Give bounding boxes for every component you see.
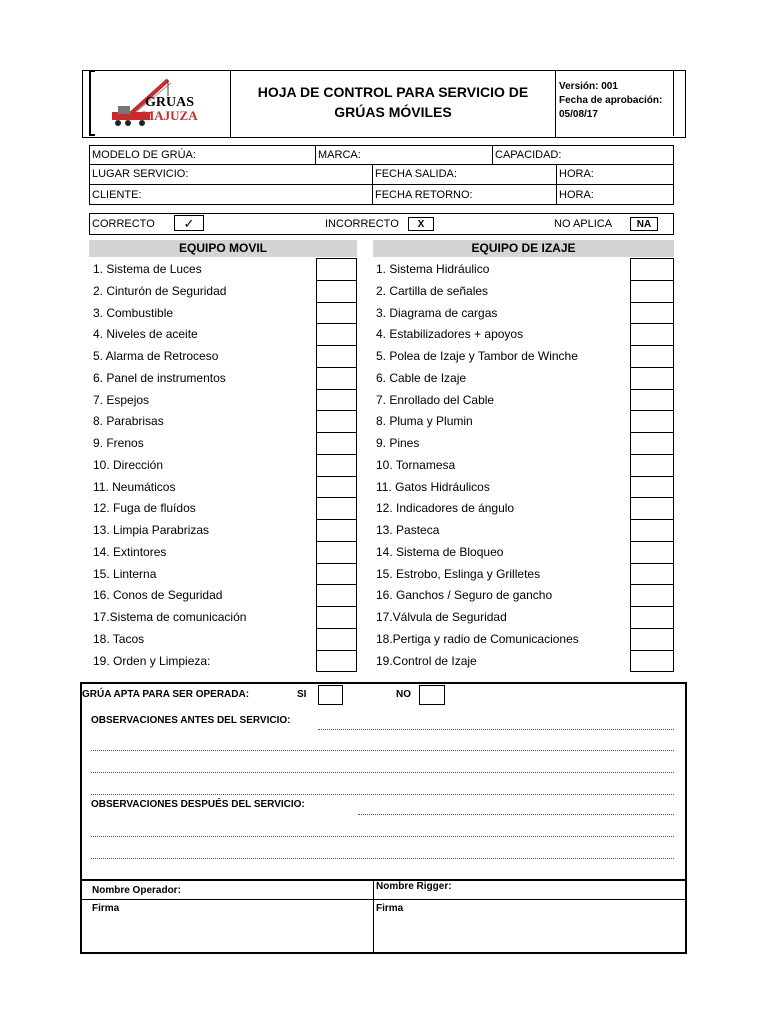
equipo-izaje-item-label: 19.Control de Izaje [376, 653, 477, 668]
equipo-izaje-item-checkbox[interactable] [630, 345, 674, 368]
equipo-izaje-item-label: 15. Estrobo, Eslinga y Grilletes [376, 566, 541, 581]
obs-antes-line-3[interactable] [91, 772, 674, 773]
obs-despues-line-1[interactable] [358, 814, 674, 815]
observaciones-antes-label: OBSERVACIONES ANTES DEL SERVICIO: [91, 715, 291, 726]
equipo-movil-item-label: 17.Sistema de comunicación [93, 610, 247, 624]
equipo-izaje-header: EQUIPO DE IZAJE [373, 240, 674, 257]
equipo-movil-item-checkbox[interactable] [316, 541, 357, 564]
legend-no-aplica-label: NO APLICA [554, 218, 613, 230]
equipo-movil-item-label: 7. Espejos [93, 392, 150, 407]
equipo-izaje-item-label: 18.Pertiga y radio de Comunicaciones [376, 631, 579, 646]
nombre-operador-field[interactable]: Nombre Operador: [92, 885, 181, 896]
hora-retorno-field[interactable]: HORA: [559, 189, 594, 201]
signature-mid-line [80, 899, 687, 900]
approval-date: 05/08/17 [559, 109, 598, 120]
apta-no-label: NO [396, 689, 411, 700]
header-divider-2 [555, 70, 556, 138]
equipo-izaje-item-label: 7. Enrollado del Cable [376, 392, 495, 407]
equipo-movil-item-checkbox[interactable] [316, 476, 357, 499]
equipo-movil-item-checkbox[interactable] [316, 454, 357, 477]
header-right-bracket [673, 70, 674, 136]
equipo-izaje-item-checkbox[interactable] [630, 519, 674, 542]
apta-label: GRÚA APTA PARA SER OPERADA: [82, 689, 250, 700]
equipo-izaje-item-checkbox[interactable] [630, 323, 674, 346]
equipo-movil-item-checkbox[interactable] [316, 606, 357, 629]
title-line-1: HOJA DE CONTROL PARA SERVICIO DE [257, 84, 529, 100]
apta-si-checkbox[interactable] [318, 685, 343, 705]
equipo-movil-item-checkbox[interactable] [316, 323, 357, 346]
equipo-movil-item-label: 18. Tacos [93, 631, 145, 646]
company-logo [100, 72, 220, 134]
version-label: Versión: 001 [559, 81, 618, 92]
equipo-movil-item-label: 4. Niveles de aceite [93, 327, 198, 342]
equipo-movil-item-label: 6. Panel de instrumentos [93, 370, 226, 385]
equipo-movil-item-label: 13. Limpia Parabrizas [93, 523, 210, 537]
equipo-izaje-item-label: 5. Polea de Izaje y Tambor de Winche [376, 349, 578, 363]
document-title [231, 82, 555, 122]
approval-label: Fecha de aprobación: [559, 95, 663, 106]
equipo-movil-item-checkbox[interactable] [316, 389, 357, 412]
logo-text-majuza: MAJUZA [142, 108, 198, 123]
equipo-movil-item-checkbox[interactable] [316, 650, 357, 673]
equipo-izaje-item-checkbox[interactable] [630, 302, 674, 325]
equipo-movil-item-label: 3. Combustible [93, 305, 174, 320]
info-col-c [372, 164, 373, 205]
equipo-movil-item-checkbox[interactable] [316, 345, 357, 368]
equipo-izaje-item-checkbox[interactable] [630, 367, 674, 390]
cliente-field[interactable]: CLIENTE: [92, 189, 142, 201]
check-icon: ✓ [183, 216, 195, 231]
equipo-movil-item-label: 1. Sistema de Luces [93, 262, 202, 276]
modelo-grua-field[interactable]: MODELO DE GRÚA: [92, 149, 196, 161]
info-col-a [315, 145, 316, 164]
equipo-movil-item-label: 19. Orden y Limpieza: [93, 653, 211, 668]
equipo-izaje-item-label: 8. Pluma y Plumin [376, 414, 473, 429]
equipo-movil-header: EQUIPO MOVIL [89, 240, 357, 257]
info-row-divider-1 [89, 164, 674, 165]
equipo-movil-item-label: 10. Dirección [93, 457, 164, 472]
equipo-movil-item-label: 14. Extintores [93, 544, 167, 559]
marca-field[interactable]: MARCA: [318, 149, 361, 161]
header-left-bracket [89, 70, 95, 136]
equipo-izaje-item-label: 12. Indicadores de ángulo [376, 501, 515, 516]
equipo-movil-item-label: 15. Linterna [93, 566, 157, 581]
logo-text-gruas: GRUAS [145, 95, 195, 110]
equipo-movil-item-label: 12. Fuga de fluídos [93, 501, 196, 516]
apta-no-checkbox[interactable] [419, 685, 445, 705]
equipo-izaje-item-checkbox[interactable] [630, 258, 674, 281]
legend-incorrecto-box [408, 217, 434, 231]
equipo-movil-item-checkbox[interactable] [316, 519, 357, 542]
equipo-izaje-item-checkbox[interactable] [630, 563, 674, 586]
equipo-movil-item-checkbox[interactable] [316, 280, 357, 303]
info-row-divider-2 [89, 184, 674, 185]
hora-salida-field[interactable]: HORA: [559, 168, 594, 180]
equipo-izaje-item-checkbox[interactable] [630, 606, 674, 629]
lugar-servicio-field[interactable]: LUGAR SERVICIO: [92, 168, 189, 180]
equipo-movil-item-checkbox[interactable] [316, 302, 357, 325]
fecha-salida-field[interactable]: FECHA SALIDA: [375, 168, 457, 180]
legend-incorrecto-label: INCORRECTO [325, 218, 399, 230]
equipo-movil-item-label: 16. Conos de Seguridad [93, 588, 223, 603]
equipo-izaje-item-label: 6. Cable de Izaje [376, 370, 467, 385]
equipo-movil-item-checkbox[interactable] [316, 432, 357, 455]
equipo-movil-item-checkbox[interactable] [316, 584, 357, 607]
obs-antes-line-1[interactable] [318, 729, 674, 730]
title-line-2: GRÚAS MÓVILES [334, 104, 452, 120]
equipo-movil-item-label: 11. Neumáticos [93, 479, 176, 494]
legend-correcto-box [174, 215, 204, 231]
apta-si-label: SI [297, 689, 307, 700]
equipo-izaje-item-checkbox[interactable] [630, 280, 674, 303]
equipo-movil-item-label: 8. Parabrisas [93, 414, 164, 429]
info-col-d [556, 164, 557, 205]
obs-despues-line-2[interactable] [91, 836, 674, 837]
firma-operador-field[interactable]: Firma [92, 903, 120, 914]
equipo-izaje-item-label: 16. Ganchos / Seguro de gancho [376, 588, 553, 603]
equipo-movil-item-checkbox[interactable] [316, 563, 357, 586]
obs-antes-line-4[interactable] [91, 794, 674, 795]
nombre-rigger-field[interactable]: Nombre Rigger: [376, 881, 452, 892]
equipo-izaje-item-label: 2. Cartilla de señales [376, 283, 489, 298]
fecha-retorno-field[interactable]: FECHA RETORNO: [375, 189, 473, 201]
equipo-movil-item-checkbox[interactable] [316, 258, 357, 281]
equipo-izaje-item-checkbox[interactable] [630, 389, 674, 412]
equipo-izaje-item-label: 4. Estabilizadores + apoyos [376, 327, 524, 342]
equipo-izaje-item-checkbox[interactable] [630, 497, 674, 520]
equipo-movil-item-label: 2. Cinturón de Seguridad [93, 283, 227, 298]
equipo-izaje-item-label: 10. Tornamesa [376, 457, 456, 472]
equipo-izaje-item-checkbox[interactable] [630, 454, 674, 477]
legend-correcto-label: CORRECTO [92, 218, 155, 230]
signature-col-divider [373, 879, 374, 954]
equipo-movil-item-checkbox[interactable] [316, 410, 357, 433]
equipo-izaje-item-label: 17.Válvula de Seguridad [376, 610, 507, 624]
equipo-movil-item-label: 5. Alarma de Retroceso [93, 349, 219, 363]
equipo-izaje-item-label: 1. Sistema Hidráulico [376, 262, 490, 276]
equipo-movil-item-label: 9. Frenos [93, 436, 144, 450]
equipo-izaje-item-checkbox[interactable] [630, 628, 674, 651]
capacidad-field[interactable]: CAPACIDAD: [495, 149, 562, 161]
obs-despues-line-3[interactable] [91, 858, 674, 859]
equipo-izaje-item-checkbox[interactable] [630, 476, 674, 499]
firma-rigger-field[interactable]: Firma [376, 903, 404, 914]
legend-na-box [630, 217, 658, 231]
na-mark: NA [636, 219, 652, 230]
equipo-izaje-item-checkbox[interactable] [630, 410, 674, 433]
equipo-izaje-item-checkbox[interactable] [630, 541, 674, 564]
equipo-movil-item-checkbox[interactable] [316, 367, 357, 390]
equipo-izaje-item-label: 14. Sistema de Bloqueo [376, 544, 504, 559]
equipo-izaje-item-checkbox[interactable] [630, 650, 674, 673]
equipo-izaje-item-label: 11. Gatos Hidráulicos [376, 479, 490, 494]
x-mark-icon: X [417, 219, 425, 230]
equipo-izaje-item-checkbox[interactable] [630, 584, 674, 607]
equipo-izaje-item-label: 13. Pasteca [376, 523, 440, 537]
equipo-movil-item-checkbox[interactable] [316, 497, 357, 520]
equipo-movil-item-checkbox[interactable] [316, 628, 357, 651]
obs-antes-line-2[interactable] [91, 750, 674, 751]
info-col-b [492, 145, 493, 164]
equipo-izaje-item-checkbox[interactable] [630, 432, 674, 455]
equipo-izaje-item-label: 9. Pines [376, 436, 420, 450]
equipo-izaje-item-label: 3. Diagrama de cargas [376, 305, 498, 320]
observaciones-despues-label: OBSERVACIONES DESPUÉS DEL SERVICIO: [91, 799, 305, 810]
